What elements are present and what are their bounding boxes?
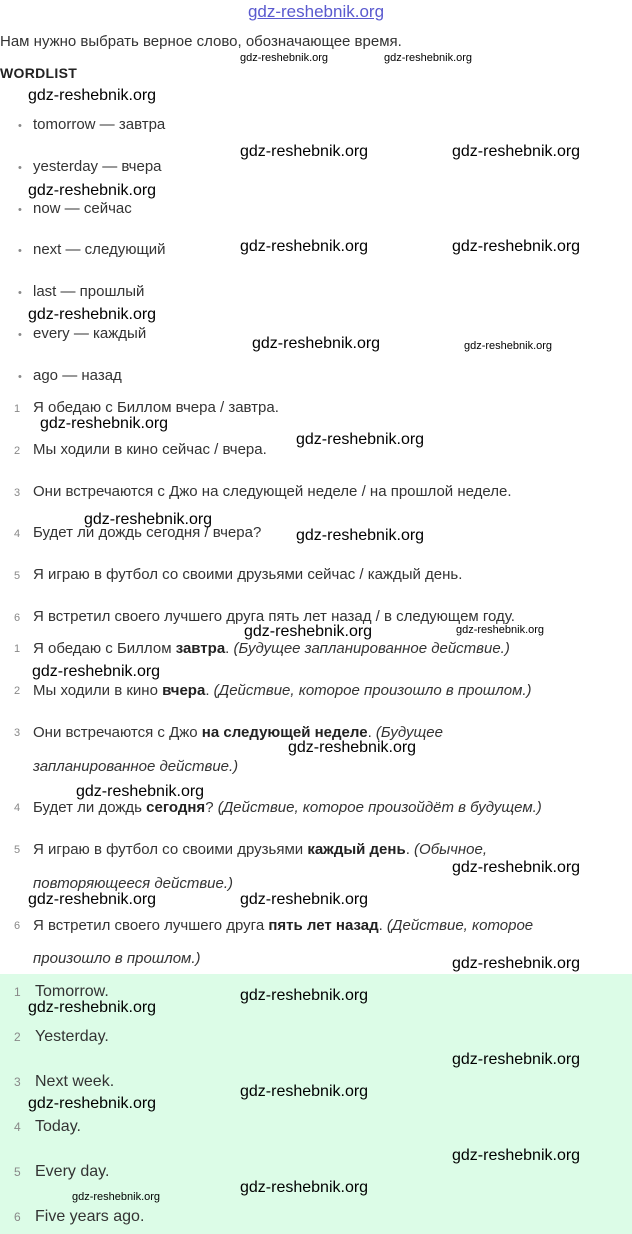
wordlist-item-text: next — следующий [33,241,166,258]
final-answer-item [14,1118,81,1136]
question-text: Я играю в футбол со своими друзьями сейчас / каждый день. [33,566,463,583]
answer-note: (Будущее [371,724,443,741]
answer-number: 3 [14,727,21,739]
answer-punct: . [205,682,210,699]
answer-punct: . [225,640,230,657]
bullet-icon: • [18,204,22,216]
answer-text: Мы ходили в кино [33,682,163,699]
answer-note: (Будущее запланированное действие.) [229,640,510,657]
watermark: gdz-reshebnik.org [452,143,581,160]
watermark: gdz-reshebnik.org [452,238,581,255]
watermark: gdz-reshebnik.org [464,340,553,352]
bullet-icon: • [18,120,22,132]
watermark: gdz-reshebnik.org [76,783,205,800]
answer-line [33,682,532,699]
answer-keyword: вчера [162,682,206,699]
answer-note: повторяющееся действие.) [33,875,234,892]
question-number: 4 [14,528,21,540]
final-answer-text: Tomorrow. [35,983,109,1000]
question-item [14,399,279,416]
answer-line-continued [33,875,233,892]
final-answer-number: 6 [14,1210,21,1224]
intro-text: Нам нужно выбрать верное слово, обозначающее время. [0,33,402,50]
answer-line [33,799,542,816]
question-number: 2 [14,445,21,457]
question-item [14,566,462,583]
answer-note: (Действие, которое произошло в прошлом.) [209,682,532,699]
answer-line-continued [33,950,200,967]
wordlist-item-text: ago — назад [33,367,122,384]
final-answer-text: Next week. [35,1073,115,1090]
answer-text: Я встретил своего лучшего друга [33,917,269,934]
wordlist-item-text: tomorrow — завтра [33,116,166,133]
answer-number: 5 [14,844,21,856]
answer-keyword: на следующей неделе [201,724,368,741]
final-answer-text: Every day. [35,1163,110,1180]
answer-text: Будет ли дождь [33,799,147,816]
answer-punct: ? [205,799,214,816]
final-answer-item [14,1208,144,1226]
final-answer-number: 1 [14,985,21,999]
final-answer-item [14,1163,109,1181]
answer-note: произошло в прошлом.) [33,950,201,967]
watermark: gdz-reshebnik.org [28,182,157,199]
watermark: gdz-reshebnik.org [288,739,417,756]
final-answer-number: 4 [14,1120,21,1134]
answer-number: 1 [14,643,21,655]
bullet-icon: • [18,162,22,174]
question-item [14,441,267,458]
answer-punct: . [367,724,372,741]
answer-keyword: завтра [175,640,226,657]
watermark: gdz-reshebnik.org [296,527,425,544]
bullet-icon: • [18,371,22,383]
final-answer-number: 5 [14,1165,21,1179]
answer-text: Я обедаю с Биллом [33,640,176,657]
question-text: Я обедаю с Биллом вчера / завтра. [33,399,279,416]
watermark: gdz-reshebnik.org [28,891,157,908]
wordlist-item [18,283,144,300]
answer-number: 4 [14,802,21,814]
watermark: gdz-reshebnik.org [84,511,213,528]
answer-text: Я играю в футбол со своими друзьями [33,841,308,858]
bullet-icon: • [18,245,22,257]
answer-line [33,640,510,657]
watermark: gdz-reshebnik.org [40,415,169,432]
wordlist-item-text: now — сейчас [33,200,132,217]
wordlist-item-text: every — каждый [33,325,147,342]
answer-line-continued [33,758,238,775]
watermark: gdz-reshebnik.org [28,87,157,104]
watermark: gdz-reshebnik.org [452,1051,581,1068]
question-text: Будет ли дождь сегодня / вчера? [33,524,262,541]
answer-note: (Обычное, [409,841,488,858]
answer-line [33,917,533,934]
answer-line [33,841,487,858]
final-answer-item [14,1028,109,1046]
question-number: 6 [14,612,21,624]
watermark: gdz-reshebnik.org [72,1191,161,1203]
watermark: gdz-reshebnik.org [28,306,157,323]
watermark: gdz-reshebnik.org [244,623,373,640]
bullet-icon: • [18,287,22,299]
answer-note: (Действие, которое [382,917,534,934]
question-text: Мы ходили в кино сейчас / вчера. [33,441,267,458]
answer-keyword: сегодня [146,799,206,816]
site-title-link[interactable]: gdz-reshebnik.org [247,2,385,21]
watermark: gdz-reshebnik.org [240,52,329,64]
watermark: gdz-reshebnik.org [384,52,473,64]
answer-number: 6 [14,920,21,932]
final-answer-item [14,1073,114,1091]
question-item [14,483,512,500]
final-answer-text: Today. [35,1118,81,1135]
answer-note: (Действие, которое произойдёт в будущем.) [213,799,542,816]
question-text: Они встречаются с Джо на следующей неделе / на прошлой неделе. [33,483,512,500]
answer-punct: . [405,841,410,858]
watermark: gdz-reshebnik.org [32,663,161,680]
watermark: gdz-reshebnik.org [240,143,369,160]
answer-note: запланированное действие.) [33,758,239,775]
question-number: 1 [14,403,21,415]
watermark: gdz-reshebnik.org [240,1083,369,1100]
wordlist-item [18,158,162,175]
question-number: 5 [14,570,21,582]
wordlist-item [18,325,146,342]
watermark: gdz-reshebnik.org [452,1147,581,1164]
watermark: gdz-reshebnik.org [28,999,157,1016]
question-text: Я встретил своего лучшего друга пять лет назад / в следующем году. [33,608,515,625]
watermark: gdz-reshebnik.org [296,431,425,448]
watermark: gdz-reshebnik.org [240,987,369,1004]
final-answer-number: 3 [14,1075,21,1089]
watermark: gdz-reshebnik.org [452,955,581,972]
wordlist-item [18,367,122,384]
watermark: gdz-reshebnik.org [252,335,381,352]
wordlist-item [18,116,165,133]
final-answer-text: Yesterday. [35,1028,109,1045]
bullet-icon: • [18,329,22,341]
watermark: gdz-reshebnik.org [240,238,369,255]
watermark: gdz-reshebnik.org [240,1179,369,1196]
answer-punct: . [378,917,383,934]
answer-text: Они встречаются с Джо [33,724,202,741]
wordlist-item-text: yesterday — вчера [33,158,162,175]
final-answer-number: 2 [14,1030,21,1044]
wordlist-item [18,200,132,217]
watermark: gdz-reshebnik.org [456,624,545,636]
watermark: gdz-reshebnik.org [452,859,581,876]
watermark: gdz-reshebnik.org [28,1095,157,1112]
wordlist-item-text: last — прошлый [33,283,145,300]
watermark: gdz-reshebnik.org [240,891,369,908]
wordlist-item [18,241,166,258]
answer-number: 2 [14,685,21,697]
answer-keyword: каждый день [307,841,406,858]
question-number: 3 [14,487,21,499]
answer-keyword: пять лет назад [268,917,379,934]
wordlist-heading: WORDLIST [0,65,78,81]
final-answer-text: Five years ago. [35,1208,145,1225]
